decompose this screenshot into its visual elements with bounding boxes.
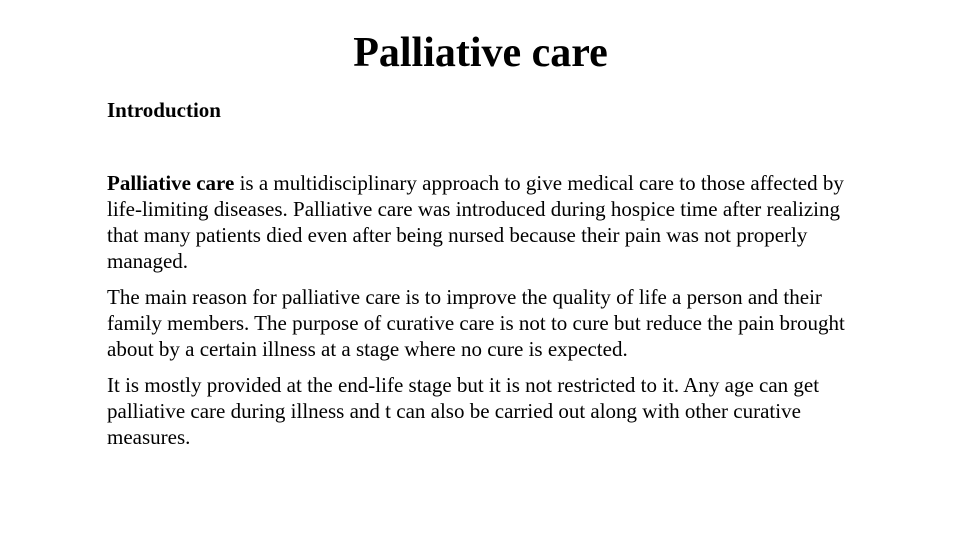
section-heading: Introduction [107, 98, 221, 122]
paragraph-1-text: is a multidisciplinary approach to give medical care to those affected by life-limiting diseases. Palliative care was introduced during hospice time after realizing that many patients died even after being nursed because their pain was not properly managed. [107, 171, 844, 273]
slide-content [107, 97, 867, 450]
slide-title: Palliative care [353, 30, 608, 76]
paragraph-3: It is mostly provided at the end-life stage but it is not restricted to it. Any age can get palliative care during illness and t can also be carried out along with other curative measures. [107, 373, 820, 449]
paragraph-1 [107, 170, 867, 274]
paragraph-2: The main reason for palliative care is to improve the quality of life a person and their family members. The purpose of curative care is not to cure but reduce the pain brought about by a certain illness at a stage where no cure is expected. [107, 285, 845, 361]
paragraph-1-lead-term: Palliative care [107, 171, 235, 195]
